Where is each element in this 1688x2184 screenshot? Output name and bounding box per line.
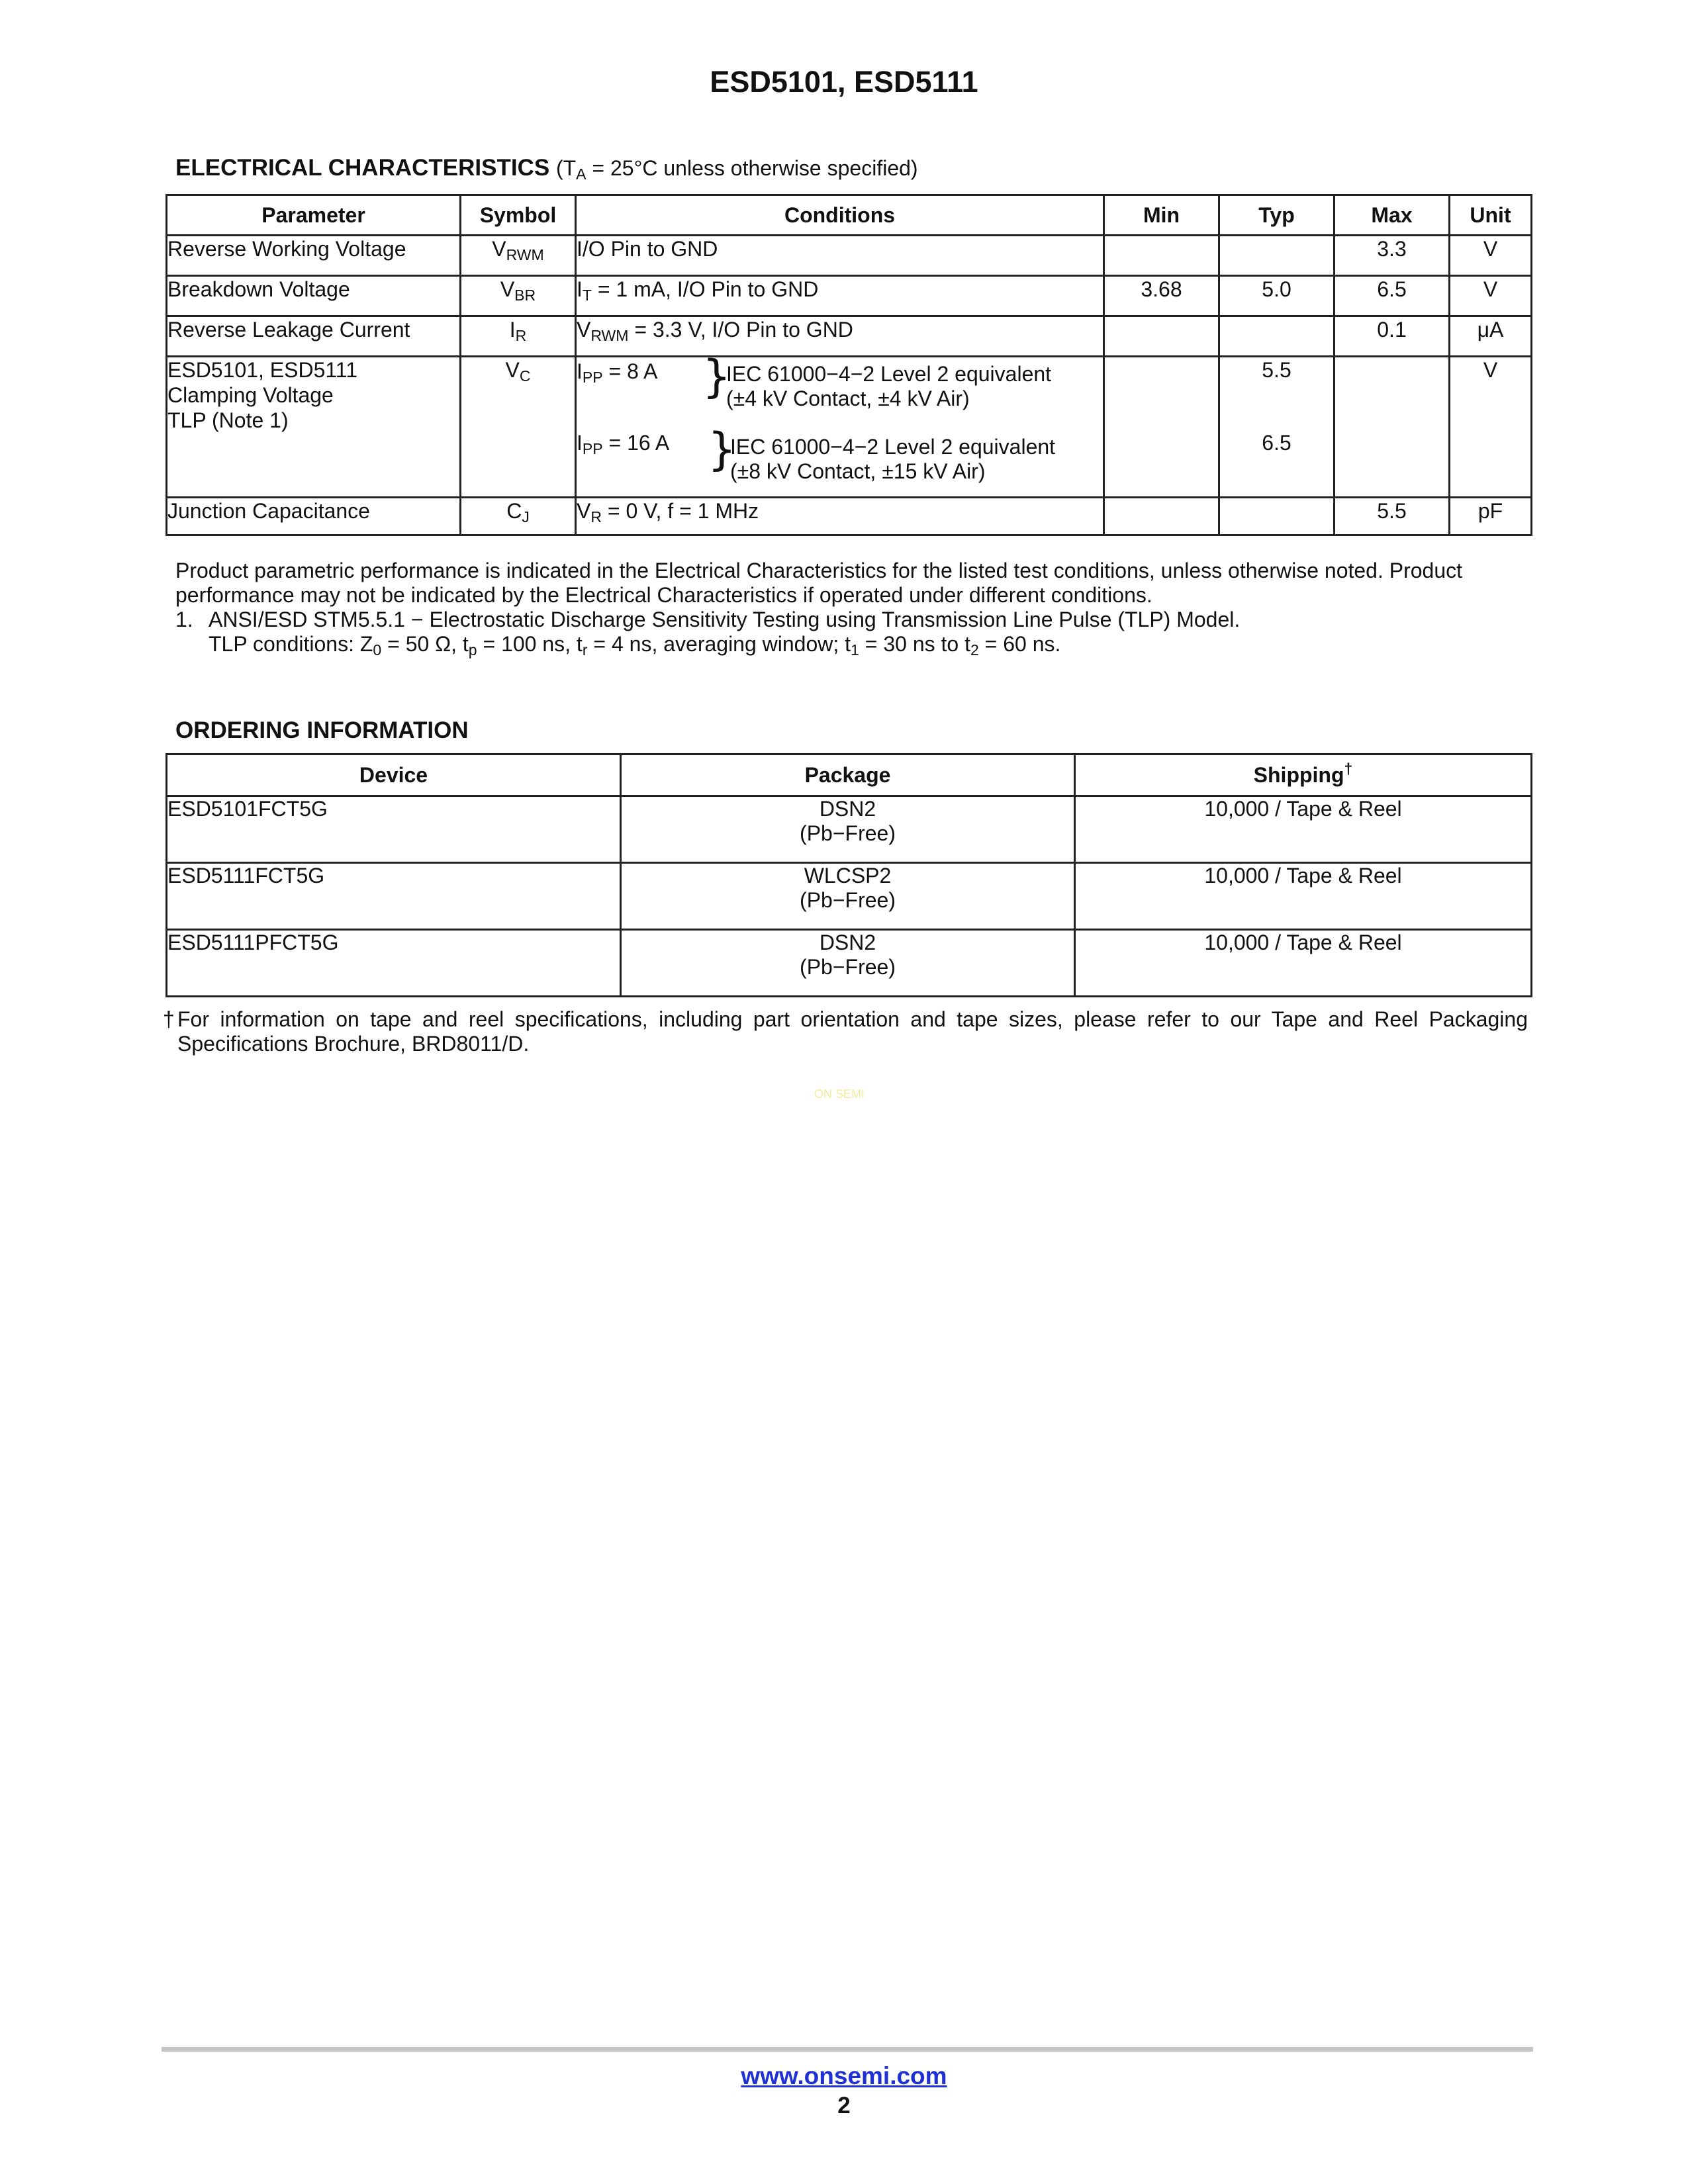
device-cell: ESD5111PFCT5G xyxy=(167,930,621,997)
clamping-typ-8a: 5.5 xyxy=(1262,358,1291,382)
dagger-mark: † xyxy=(163,1007,175,1031)
row-symbol: $V_{BR}$ xyxy=(461,276,576,316)
clamping-param-line: Clamping Voltage xyxy=(167,383,334,407)
row-conditions: $V_{RWM} = 3.3$ V, I/O Pin to GND xyxy=(576,316,1104,357)
header-parameter: Parameter xyxy=(167,195,461,236)
iec-contact-line: (±4 kV Contact, ±4 kV Air) xyxy=(726,387,970,410)
note-1-number: 1. xyxy=(175,608,193,631)
clamping-param-line: ESD5101, ESD5111 xyxy=(167,358,357,382)
electrical-heading xyxy=(175,154,918,183)
header-unit: Unit xyxy=(1450,195,1532,236)
row-conditions: I/O Pin to GND xyxy=(576,236,1104,276)
faint-watermark: ON SEMI xyxy=(814,1087,865,1101)
row-typ: 5.0 xyxy=(1219,276,1335,316)
page-number: 2 xyxy=(837,2093,851,2118)
row-min xyxy=(1104,236,1219,276)
row-unit: μA xyxy=(1450,316,1532,357)
row-min xyxy=(1104,498,1219,535)
electrical-header-row xyxy=(167,195,1532,236)
table-row xyxy=(167,863,1532,930)
row-typ xyxy=(1219,316,1335,357)
package-cell: WLCSP2 (Pb−Free) xyxy=(621,863,1075,930)
electrical-heading-condition: ($T_A = 25^\circ C$ unless otherwise specified) xyxy=(555,156,918,183)
row-parameter: Reverse Working Voltage xyxy=(167,236,461,276)
shipping-footnote xyxy=(163,1007,1528,1056)
ordering-header-row xyxy=(167,754,1532,796)
package-cell: DSN2 (Pb−Free) xyxy=(621,930,1075,997)
row-unit: V xyxy=(1450,236,1532,276)
header-max: Max xyxy=(1335,195,1450,236)
row-symbol: $C_J$ xyxy=(461,498,576,535)
row-unit: V xyxy=(1450,276,1532,316)
row-conditions: $V_R = 0$ V, f = 1 MHz xyxy=(576,498,1104,535)
row-parameter: Reverse Leakage Current xyxy=(167,316,461,357)
footer-website-link[interactable]: www.onsemi.com xyxy=(741,2062,947,2089)
clamping-typ-16a: 6.5 xyxy=(1262,431,1291,455)
note-1 xyxy=(175,608,1526,657)
iec-level-line: IEC 61000−4−2 Level 2 equivalent xyxy=(726,362,1052,386)
row-typ xyxy=(1219,498,1335,535)
clamping-param-line: TLP (Note 1) xyxy=(167,408,289,432)
device-cell: ESD5101FCT5G xyxy=(167,796,621,863)
row-max: 6.5 xyxy=(1335,276,1450,316)
header-symbol: Symbol xyxy=(461,195,576,236)
header-device: Device xyxy=(167,754,621,796)
shipping-cell: 10,000 / Tape & Reel xyxy=(1075,930,1532,997)
package-cell: DSN2 (Pb−Free) xyxy=(621,796,1075,863)
ordering-table xyxy=(165,753,1532,997)
ipp-8a-label: $I_{PP} = 8$ A xyxy=(577,359,658,386)
row-max: 0.1 xyxy=(1335,316,1450,357)
clamping-row xyxy=(167,357,1532,498)
row-unit: pF xyxy=(1450,498,1532,535)
device-cell: ESD5111FCT5G xyxy=(167,863,621,930)
table-row xyxy=(167,316,1532,357)
shipping-footnote-text: For information on tape and reel specifications, including part orientation and tape sizes, please refer to our Tape and Reel Packaging Specifications Brochure, BRD8011/D. xyxy=(177,1007,1528,1056)
row-typ xyxy=(1219,236,1335,276)
clamping-typ xyxy=(1219,357,1335,498)
row-symbol: $V_{RWM}$ xyxy=(461,236,576,276)
header-conditions: Conditions xyxy=(576,195,1104,236)
document-title: ESD5101, ESD5111 xyxy=(710,65,978,99)
row-max: 5.5 xyxy=(1335,498,1450,535)
iec-contact-line: (±8 kV Contact, ±15 kV Air) xyxy=(730,459,986,483)
clamping-symbol: $V_C$ xyxy=(461,357,576,498)
table-row xyxy=(167,930,1532,997)
header-shipping: Shipping† xyxy=(1075,754,1532,796)
row-parameter: Breakdown Voltage xyxy=(167,276,461,316)
row-conditions: $I_T = 1$ mA, I/O Pin to GND xyxy=(576,276,1104,316)
clamping-parameter xyxy=(167,357,461,498)
electrical-table xyxy=(165,194,1532,536)
header-package: Package xyxy=(621,754,1075,796)
table-row xyxy=(167,796,1532,863)
clamping-min xyxy=(1104,357,1219,498)
note-1-line: ANSI/ESD STM5.5.1 − Electrostatic Discharge Sensitivity Testing using Transmission Line Pulse (TLP) Model. xyxy=(209,608,1241,631)
row-parameter: Junction Capacitance xyxy=(167,498,461,535)
clamping-conditions xyxy=(576,351,1104,498)
ordering-heading: ORDERING INFORMATION xyxy=(175,717,469,743)
footer-divider xyxy=(162,2047,1533,2052)
parametric-note: Product parametric performance is indicated in the Electrical Characteristics for the listed test conditions, unless otherwise noted. Product performance may not be indicated by the Electrical Characteristics if operated under different conditions. xyxy=(175,559,1463,607)
header-min: Min xyxy=(1104,195,1219,236)
shipping-cell: 10,000 / Tape & Reel xyxy=(1075,863,1532,930)
row-min: 3.68 xyxy=(1104,276,1219,316)
clamping-max xyxy=(1335,357,1450,498)
brace-icon: } xyxy=(708,424,737,476)
table-row xyxy=(167,498,1532,535)
row-symbol: $I_R$ xyxy=(461,316,576,357)
header-typ: Typ xyxy=(1219,195,1335,236)
shipping-cell: 10,000 / Tape & Reel xyxy=(1075,796,1532,863)
row-min xyxy=(1104,316,1219,357)
iec-level-line: IEC 61000−4−2 Level 2 equivalent xyxy=(730,435,1056,459)
table-row xyxy=(167,276,1532,316)
row-max: 3.3 xyxy=(1335,236,1450,276)
ipp-16a-label: $I_{PP} = 16$ A xyxy=(577,431,670,457)
clamping-unit: V xyxy=(1450,357,1532,498)
brace-icon: } xyxy=(702,351,731,403)
electrical-heading-text: ELECTRICAL CHARACTERISTICS xyxy=(175,155,550,181)
table-row xyxy=(167,236,1532,276)
tlp-conditions-line: TLP conditions: $Z_0 = 50$ Ω, $t_p = 100$ ns, $t_r = 4$ ns, averaging window; $t_1 = 30$ ns to $t_2 = 60$ ns. xyxy=(209,632,1061,659)
